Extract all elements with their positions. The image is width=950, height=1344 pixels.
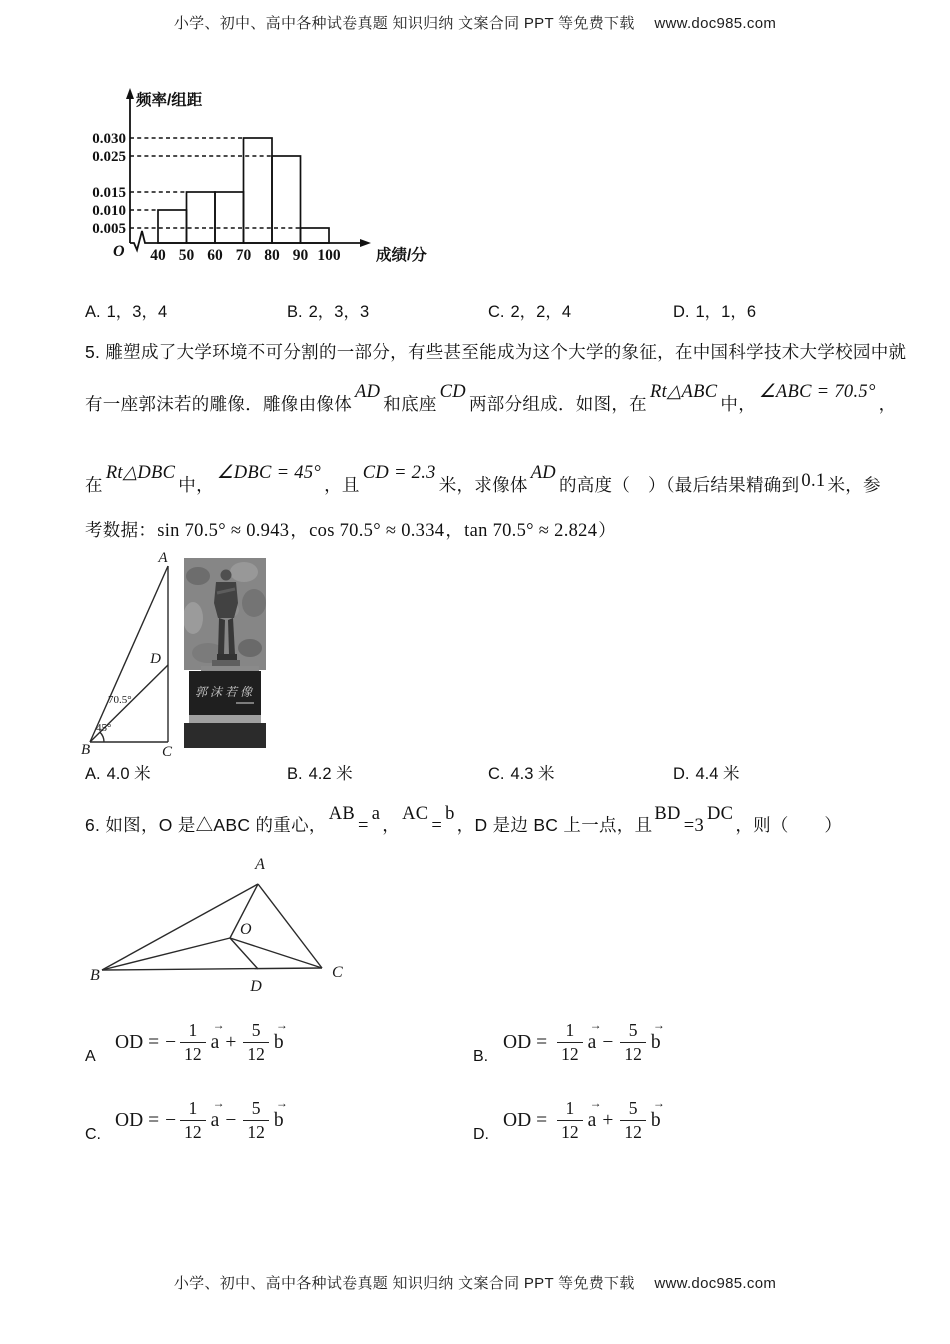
vector-a: → a xyxy=(587,1095,602,1131)
text-run: 有一座郭沫若的雕像．雕像由像体 xyxy=(85,394,352,414)
page-header-text: 小学、初中、高中各种试卷真题 知识归纳 文案合同 PPT 等免费下载 www.doc985.com xyxy=(173,15,777,32)
side-BC xyxy=(102,968,322,970)
x-tick-label: 40 xyxy=(150,247,166,264)
option-formula: OD = − $\frac{1}{12}$ → a − $\frac{5}{12}$ → b xyxy=(115,1095,288,1142)
angle-label-70-5: 70.5° xyxy=(108,694,132,706)
vertex-label-C: C xyxy=(332,964,343,981)
text-run: ，则（ ） xyxy=(735,815,843,835)
x-tick-label: 70 xyxy=(235,247,252,264)
text-run: 的高度（ ）（最后结果精确到 xyxy=(558,475,800,495)
vector-arrow-icon: → xyxy=(275,1017,288,1032)
math-run: 0.1 xyxy=(801,471,826,491)
angle-label-45: 45° xyxy=(96,722,112,734)
math-run: Rt△DBC xyxy=(105,463,176,483)
y-tick-label: 0.015 xyxy=(92,185,126,201)
x-tick-label: 50 xyxy=(178,247,195,264)
x-tick-label: 60 xyxy=(207,247,223,264)
vector-arrow-icon: → xyxy=(589,1095,602,1110)
math-run: tan 70.5° ≈ 2.824 xyxy=(464,521,598,541)
text-run: 在 xyxy=(85,475,103,495)
pedestal xyxy=(184,660,266,748)
math-run: DC xyxy=(707,804,734,824)
text-run: 米，参 xyxy=(827,475,881,495)
q6-option-c xyxy=(85,1090,286,1150)
text-run: ， xyxy=(382,815,401,835)
q4-option-c: C. 2，2，4 xyxy=(488,303,572,321)
y-axis-arrow xyxy=(126,88,134,99)
histogram-bar xyxy=(187,192,216,243)
text-run: ） xyxy=(598,520,617,540)
x-tick-label: 90 xyxy=(292,247,309,264)
text-run: 中， xyxy=(178,475,214,495)
pedestal-inscription: 郭沫若像 xyxy=(194,685,256,699)
fraction: $\frac{1}{12}$ xyxy=(180,1098,206,1143)
centroid-label-O: O xyxy=(240,921,252,938)
vertex-label-C: C xyxy=(162,744,173,760)
option-formula: OD = $\frac{1}{12}$ → a + $\frac{5}{12}$ → b xyxy=(503,1095,665,1142)
option-formula: OD = $\frac{1}{12}$ → a − $\frac{5}{12}$ → b xyxy=(503,1017,665,1064)
q5-line-4 xyxy=(85,517,616,542)
math-run: =3 xyxy=(683,816,705,836)
text-run: ，且 xyxy=(324,475,360,495)
text-run: 两部分组成．如图，在 xyxy=(468,394,647,414)
math-run: AD xyxy=(355,382,381,402)
statue-photo xyxy=(184,558,266,748)
vector-arrow-icon: → xyxy=(212,1017,225,1032)
math-run: sin 70.5° ≈ 0.943 xyxy=(157,521,290,541)
vector-b: → b xyxy=(650,1095,665,1131)
fraction: $\frac{1}{12}$ xyxy=(557,1098,583,1143)
x-axis-title: 成绩/分 xyxy=(376,247,427,264)
vector-b: → b xyxy=(650,1017,665,1053)
x-tick-label: 80 xyxy=(264,247,280,264)
q6-option-b xyxy=(473,1012,663,1072)
vertex-label-A: A xyxy=(255,856,265,873)
vector-arrow-icon: → xyxy=(652,1095,665,1110)
math-run: CD xyxy=(439,382,466,402)
math-run: CD = 2.3 xyxy=(362,463,436,483)
score-histogram xyxy=(85,85,505,275)
histogram-bar xyxy=(272,156,301,243)
math-run: AC xyxy=(402,804,429,824)
option-label: A xyxy=(85,1048,96,1065)
x-axis-arrow xyxy=(360,239,371,247)
text-run: 米，求像体 xyxy=(438,475,528,495)
side-AB xyxy=(102,884,258,970)
vector-arrow-icon: → xyxy=(652,1017,665,1032)
segment-BO xyxy=(102,938,230,970)
q6-option-d xyxy=(473,1090,663,1150)
vector-arrow-icon: → xyxy=(589,1017,602,1032)
q4-option-d: D. 1，1，6 xyxy=(673,303,757,321)
option-label: D. xyxy=(473,1126,489,1143)
vertex-label-A: A xyxy=(158,550,168,566)
text-run: 中， xyxy=(720,394,757,414)
vector-b: → b xyxy=(273,1095,288,1131)
fraction: $\frac{5}{12}$ xyxy=(620,1098,646,1143)
q5-option-a: A. 4.0 米 xyxy=(85,765,151,783)
q4-option-a: A. 1，3，4 xyxy=(85,303,168,321)
y-tick-label: 0.010 xyxy=(92,203,126,219)
math-run: = xyxy=(431,816,443,836)
fraction: $\frac{5}{12}$ xyxy=(243,1020,269,1065)
math-run: Rt△ABC xyxy=(649,382,718,402)
math-run: ∠ABC = 70.5° xyxy=(759,382,876,402)
vector-arrow-icon: → xyxy=(275,1095,288,1110)
point-label-D: D xyxy=(150,651,161,667)
math-run: a xyxy=(371,804,381,824)
fraction: $\frac{5}{12}$ xyxy=(243,1098,269,1143)
y-tick-label: 0.005 xyxy=(92,221,126,237)
side-AC xyxy=(258,884,322,968)
histogram-bar xyxy=(215,192,244,243)
text-run: 考数据： xyxy=(85,520,157,540)
math-run: = xyxy=(358,816,369,836)
fraction: $\frac{1}{12}$ xyxy=(557,1020,583,1065)
text-run: ， xyxy=(445,520,464,540)
vector-a: → a xyxy=(587,1017,602,1053)
histogram-bar xyxy=(301,228,330,243)
math-run: ∠DBC = 45° xyxy=(216,463,322,483)
math-run: b xyxy=(445,804,455,824)
math-run: cos 70.5° ≈ 0.334 xyxy=(309,521,445,541)
q6-line xyxy=(85,804,843,837)
option-label: C. xyxy=(85,1126,101,1143)
q6-centroid-figure xyxy=(90,855,400,1010)
q5-triangle-figure xyxy=(75,550,193,760)
math-run: BD xyxy=(654,804,681,824)
text-run: 6. 如图，O 是△ABC 的重心， xyxy=(85,815,327,835)
q5-option-c: C. 4.3 米 xyxy=(488,765,555,783)
x-tick-label: 100 xyxy=(317,247,341,264)
vector-arrow-icon: → xyxy=(212,1095,225,1110)
point-label-D: D xyxy=(250,978,262,995)
option-label: B. xyxy=(473,1048,489,1065)
vector-a: → a xyxy=(210,1095,225,1131)
q5-line-3 xyxy=(85,463,881,497)
q6-option-a xyxy=(85,1012,286,1072)
vector-b: → b xyxy=(273,1017,288,1053)
vertex-label-B: B xyxy=(90,967,100,984)
q5-line-2 xyxy=(85,382,897,416)
fraction: $\frac{5}{12}$ xyxy=(620,1020,646,1065)
histogram-bar xyxy=(158,210,187,243)
math-run: AD xyxy=(530,463,556,483)
text-run: ， xyxy=(290,520,309,540)
q5-line-1 xyxy=(85,339,906,364)
y-axis-title: 频率/组距 xyxy=(136,92,203,109)
q5-option-d: D. 4.4 米 xyxy=(673,765,740,783)
origin-label: O xyxy=(113,243,125,260)
page-footer-text: 小学、初中、高中各种试卷真题 知识归纳 文案合同 PPT 等免费下载 www.doc985.com xyxy=(173,1275,777,1292)
text-run: 5. 雕塑成了大学环境不可分割的一部分，有些甚至能成为这个大学的象征，在中国科学技术大学校园中就 xyxy=(85,342,907,362)
fraction: $\frac{1}{12}$ xyxy=(180,1020,206,1065)
q4-option-b: B. 2，3，3 xyxy=(287,303,370,321)
text-run: ， xyxy=(878,394,897,414)
text-run: ，D 是边 BC 上一点，且 xyxy=(456,815,653,835)
text-run: 和底座 xyxy=(383,394,437,414)
q5-option-b: B. 4.2 米 xyxy=(287,765,353,783)
vector-a: → a xyxy=(210,1017,225,1053)
vertex-label-B: B xyxy=(81,742,91,758)
y-tick-label: 0.030 xyxy=(92,131,126,147)
y-tick-label: 0.025 xyxy=(92,149,126,165)
option-formula: OD = − $\frac{1}{12}$ → a + $\frac{5}{12}$ → b xyxy=(115,1017,288,1064)
math-run: AB xyxy=(328,804,355,824)
